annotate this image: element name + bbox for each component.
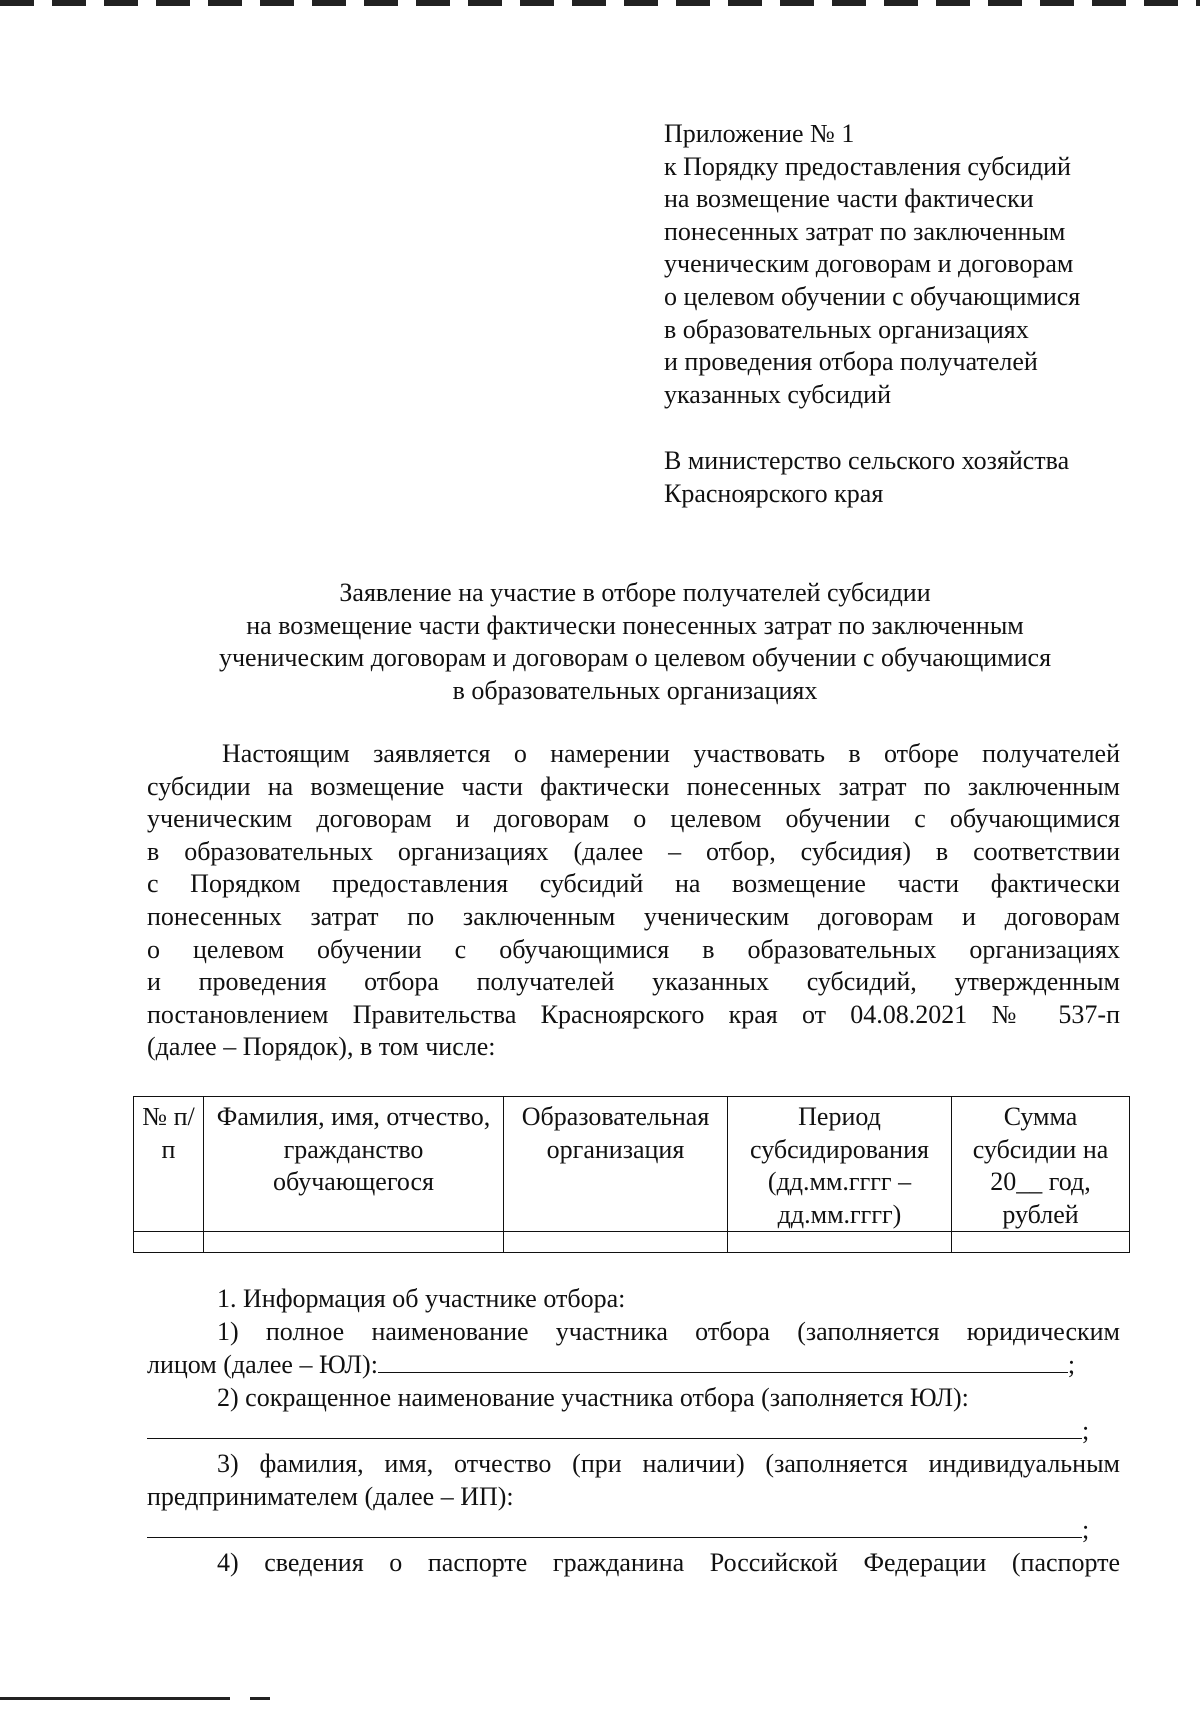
appendix-line: Приложение № 1 <box>664 119 855 148</box>
addressee-line: Красноярского края <box>664 479 884 508</box>
appendix-block <box>664 118 1134 411</box>
table-cell[interactable] <box>728 1232 952 1253</box>
col-header-amount: Сумма субсидии на 20__ год, рублей <box>952 1097 1130 1232</box>
item-fio-label: 3) фамилия, имя, отчество (при наличии) (заполняется индивидуальным <box>217 1449 1120 1478</box>
intro-line: и проведения отбора получателей указанных субсидий, утвержденным <box>147 967 1120 997</box>
document-title <box>140 577 1130 707</box>
table-cell[interactable] <box>952 1232 1130 1253</box>
semicolon: ; <box>1067 1350 1076 1379</box>
col-header-student: Фамилия, имя, отчество, гражданство обучающегося <box>204 1097 504 1232</box>
item-short-name-row <box>147 1414 1120 1447</box>
item-fio-label-cont: предпринимателем (далее – ИП): <box>147 1482 514 1511</box>
table-row <box>134 1232 1130 1253</box>
item-full-name-row <box>147 1348 1120 1381</box>
item-fio-row <box>147 1513 1120 1546</box>
intro-line: о целевом обучении с обучающимися в образовательных организациях <box>147 934 1120 964</box>
section-heading: 1. Информация об участнике отбора: <box>217 1284 626 1313</box>
subsidy-table <box>133 1096 1130 1253</box>
participant-info-section <box>147 1282 1120 1579</box>
item-full-name-label: 1) полное наименование участника отбора (заполняется юридическим <box>217 1317 1120 1346</box>
title-line: на возмещение части фактически понесенных затрат по заключенным <box>246 610 1024 640</box>
title-line: в образовательных организациях <box>452 675 818 705</box>
intro-line: субсидии на возмещение части фактически понесенных затрат по заключенным <box>147 771 1120 801</box>
intro-line: ученическим договорам и договорам о целевом обучении с обучающимися <box>147 804 1120 834</box>
semicolon: ; <box>1082 1416 1090 1445</box>
appendix-line: указанных субсидий <box>664 379 891 409</box>
appendix-line: о целевом обучении с обучающимися <box>664 281 1081 311</box>
item-passport-label: 4) сведения о паспорте гражданина Российской Федерации (паспорте <box>217 1548 1120 1577</box>
title-line: ученическим договорам и договорам о целевом обучении с обучающимися <box>218 643 1052 672</box>
col-header-organization: Образовательная организация <box>504 1097 728 1232</box>
intro-line: в образовательных организациях (далее – отбор, субсидия) в соответствии <box>147 836 1120 866</box>
intro-line: понесенных затрат по заключенным ученическим договорам и договорам <box>147 901 1120 931</box>
item-full-name-label-cont: лицом (далее – ЮЛ): <box>147 1350 378 1379</box>
intro-paragraph <box>147 738 1120 1064</box>
col-header-number: № п/п <box>134 1097 204 1232</box>
appendix-line: на возмещение части фактически <box>664 184 1034 214</box>
appendix-line: ученическим договорам и договорам <box>664 249 1074 279</box>
table-cell[interactable] <box>204 1232 504 1253</box>
intro-line: Настоящим заявляется о намерении участвовать в отборе получателей <box>222 739 1120 768</box>
intro-line: (далее – Порядок), в том числе: <box>147 1032 496 1062</box>
addressee-line: В министерство сельского хозяйства <box>664 446 1070 475</box>
table-header-row <box>134 1097 1130 1232</box>
col-header-period: Период субсидирования (дд.мм.гггг – дд.мм.гггг) <box>728 1097 952 1232</box>
intro-line: с Порядком предоставления субсидий на возмещение части фактически <box>147 869 1120 899</box>
addressee-block <box>664 444 1134 510</box>
fio-field[interactable] <box>147 1515 1082 1538</box>
appendix-line: и проведения отбора получателей <box>664 347 1038 377</box>
appendix-line: понесенных затрат по заключенным <box>664 216 1066 246</box>
appendix-line: к Порядку предоставления субсидий <box>664 151 1071 181</box>
table-cell[interactable] <box>134 1232 204 1253</box>
intro-line: постановлением Правительства Красноярского края от 04.08.2021 № 537-п <box>147 999 1120 1029</box>
semicolon: ; <box>1082 1515 1090 1544</box>
title-line: Заявление на участие в отборе получателей субсидии <box>339 578 931 607</box>
table-cell[interactable] <box>504 1232 728 1253</box>
full-name-field[interactable] <box>378 1350 1068 1373</box>
short-name-field[interactable] <box>147 1416 1082 1439</box>
appendix-line: в образовательных организациях <box>664 314 1029 344</box>
item-short-name-label: 2) сокращенное наименование участника отбора (заполняется ЮЛ): <box>217 1383 969 1412</box>
